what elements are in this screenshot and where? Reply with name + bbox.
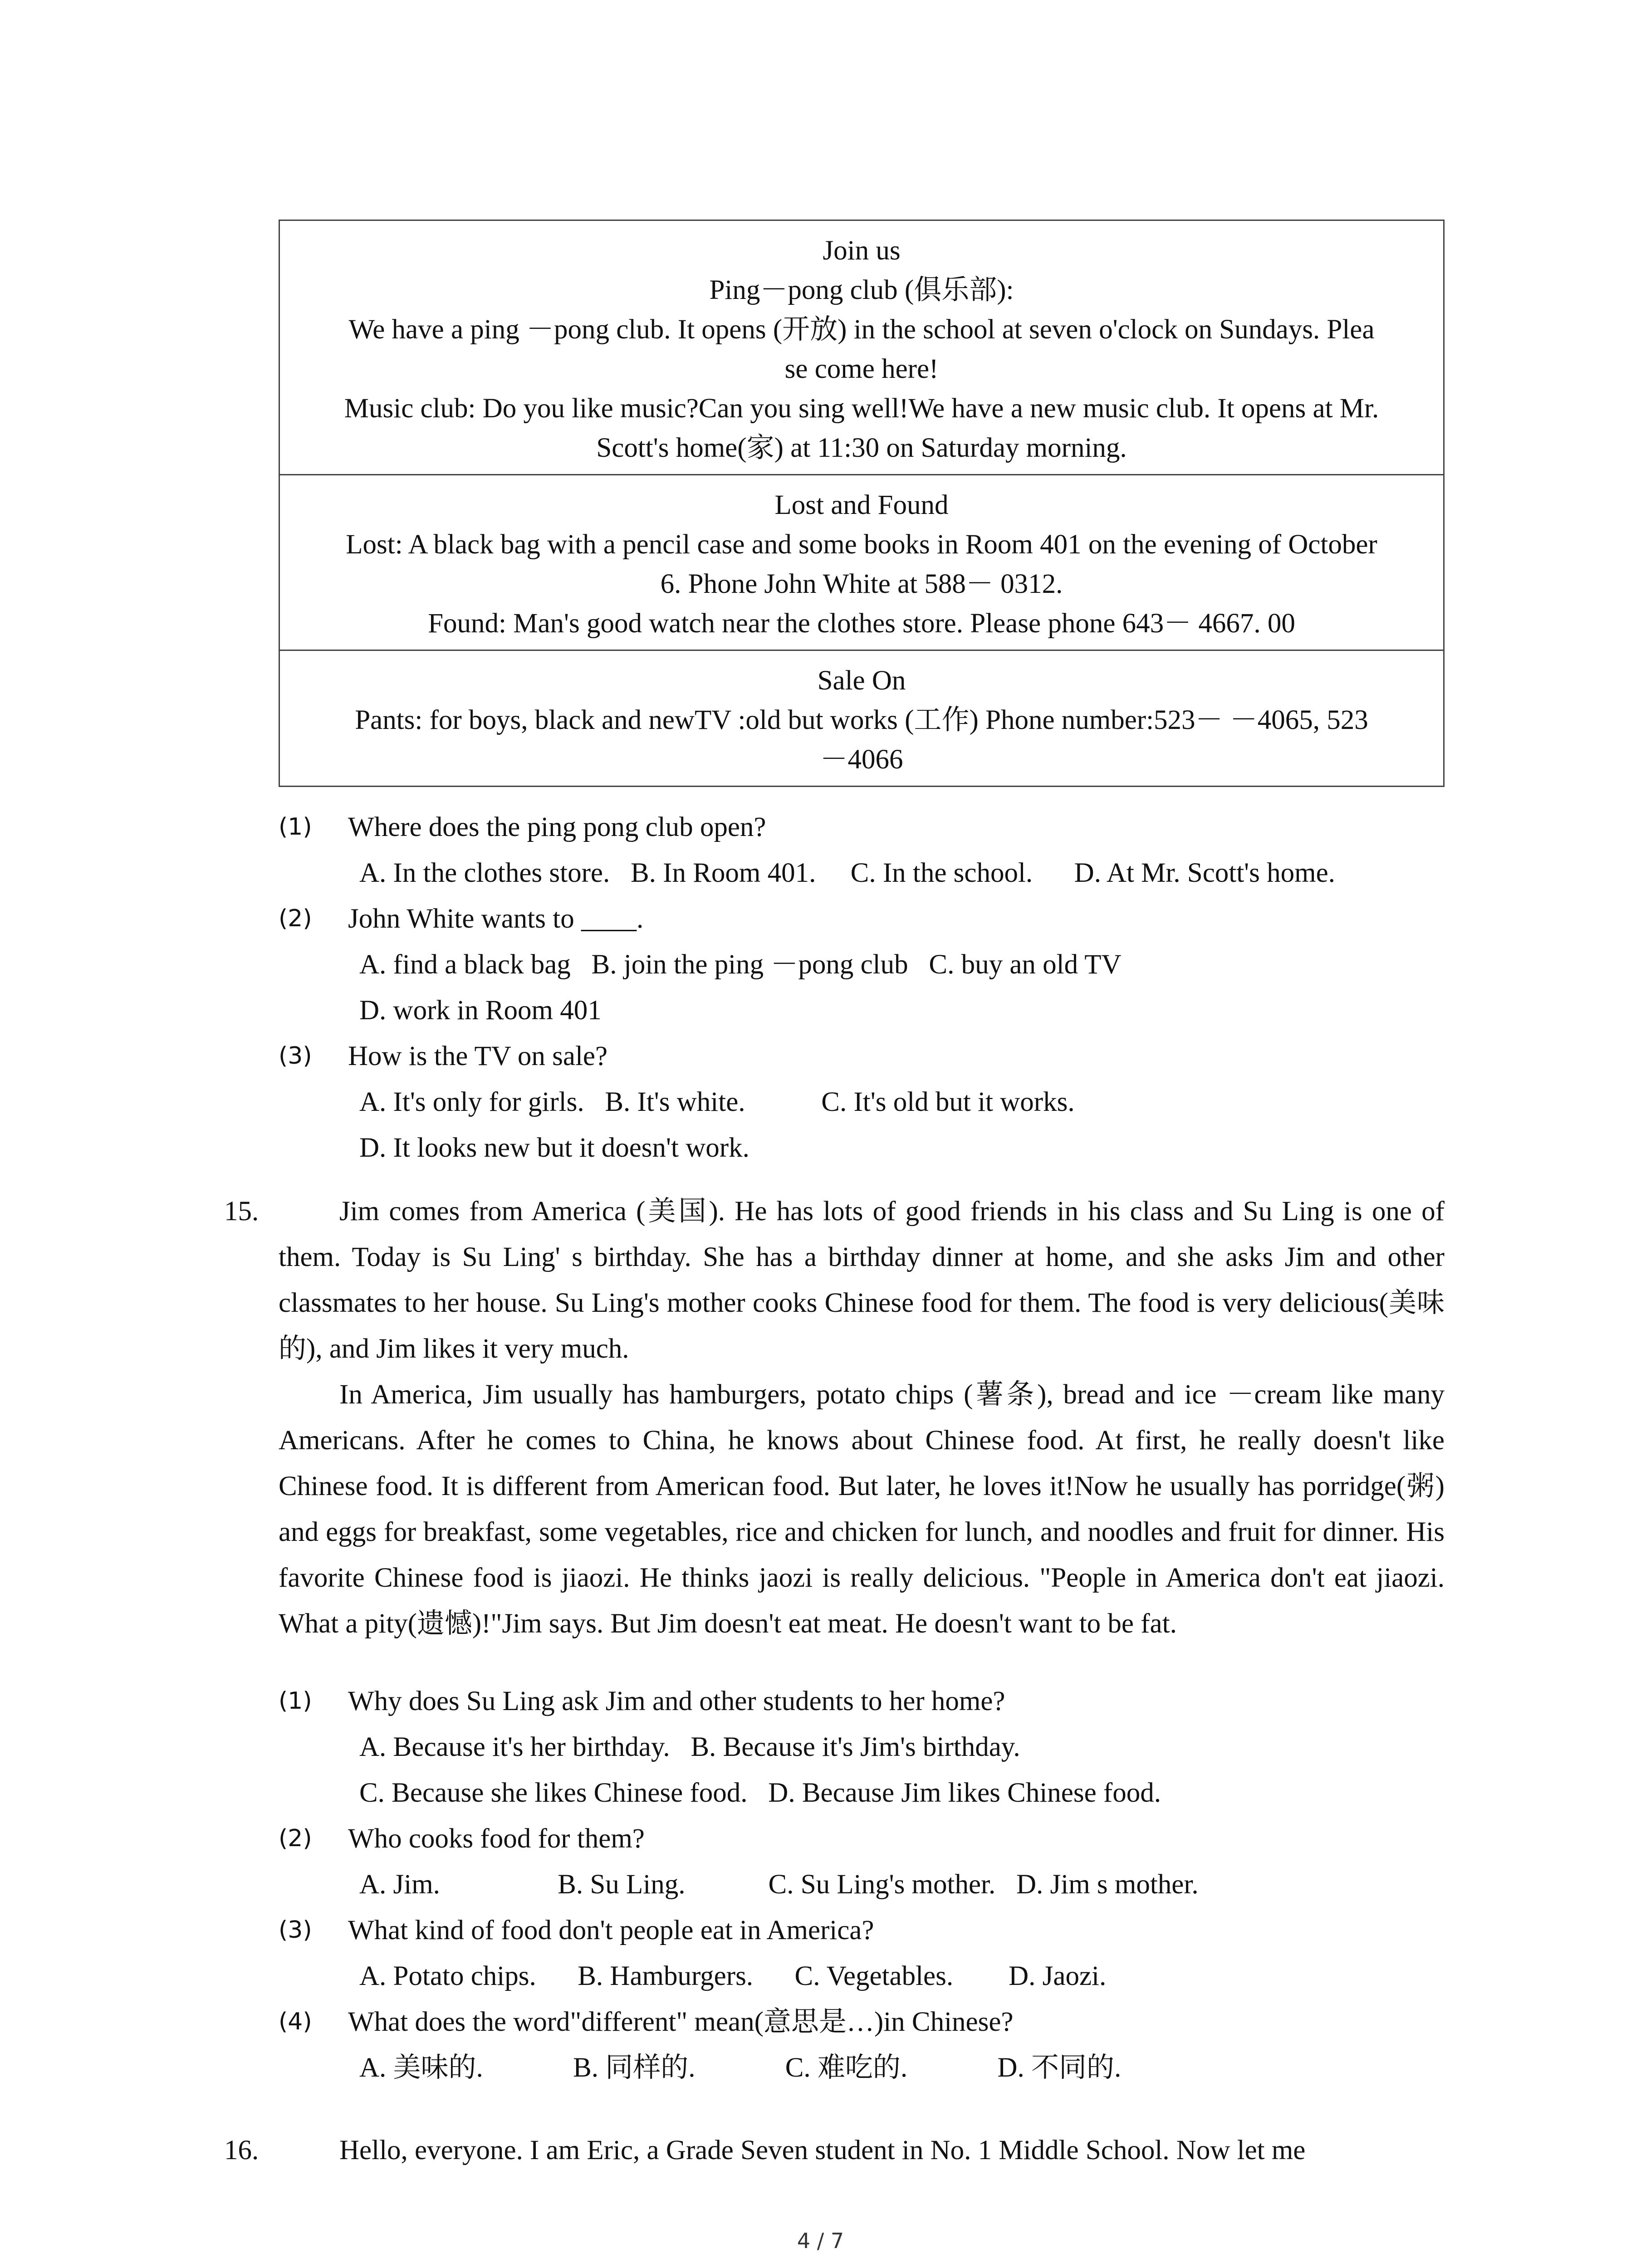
lost-found-title: Lost and Found — [774, 490, 949, 520]
options-row — [279, 1125, 1445, 1171]
passage-text: one of them. Today is Su Ling' s birthday. She has a birthday dinner at home, and she asks Jim and other classmates to her house. Su Ling's mother cooks Chinese food for them. The food is very delicious(美味的), and Jim likes it very much. — [279, 1196, 1445, 1364]
question-text: John White wants to ____. — [348, 904, 644, 934]
question-text: What does the word"different" mean(意思是…)in Chinese? — [348, 2007, 1014, 2037]
passage-paragraph — [279, 1188, 1445, 1372]
question-text: How is the TV on sale? — [348, 1041, 608, 1071]
sale-on-title: Sale On — [817, 665, 906, 696]
question-row — [279, 896, 1445, 942]
question-number: (2) — [279, 1825, 312, 1852]
passage-paragraph: Hello, everyone. I am Eric, a Grade Seven student in No. 1 Middle School. Now let me — [339, 2135, 1306, 2165]
question-text: What kind of food don't people eat in America? — [348, 1915, 874, 1945]
question-text: Where does the ping pong club open? — [348, 812, 766, 842]
reading-passage — [279, 1188, 1445, 1647]
question-number: (1) — [279, 813, 312, 841]
question-row — [279, 1678, 1445, 1724]
join-us-line: Scott's home(家) at 11:30 on Saturday morning. — [596, 433, 1127, 463]
reading-passage — [279, 2127, 1445, 2173]
lost-found-line: 6. Phone John White at 588－ 0312. — [660, 569, 1063, 599]
options-row — [279, 942, 1445, 987]
passage-paragraph: In America, Jim usually has hamburgers, potato chips (薯条), bread and ice －cream like many Americans. After he comes to China, he knows about Chinese food. At first, he really doesn't like Chinese food. It is different from American food. But later, he loves it!Now he usually has porridge(粥) and eggs for breakfast, some vegetables, rice and chicken for lunch, and noodles and fruit for dinner. His favorite Chinese food is jiaozi. He thinks jaozi is really delicious. "People in America don't eat jiaozi. What a pity(遗憾)!"Jim says. But Jim doesn't eat meat. He doesn't want to be fat. — [279, 1379, 1445, 1639]
answer-options: A. Because it's her birthday. B. Because it's Jim's birthday. — [359, 1732, 1020, 1762]
lost-found-notice — [280, 475, 1443, 651]
question-number: (3) — [279, 1916, 312, 1944]
answer-options: A. find a black bag B. join the ping －pong club C. buy an old TV — [359, 949, 1122, 980]
answer-options: D. work in Room 401 — [359, 995, 602, 1026]
question-text: Why does Su Ling ask Jim and other students to her home? — [348, 1686, 1005, 1716]
join-us-line: se come here! — [784, 354, 939, 384]
answer-options: A. It's only for girls. B. It's white. C. It's old but it works. — [359, 1087, 1075, 1117]
passage-text: Jim comes from America (美国). He has lots of good friends in his class and Su Ling is — [339, 1196, 1362, 1227]
question-number: (1) — [279, 1687, 312, 1715]
answer-options: C. Because she likes Chinese food. D. Because Jim likes Chinese food. — [359, 1778, 1161, 1808]
join-us-line: We have a ping －pong club. It opens (开放) in the school at seven o'clock on Sundays. Plea — [348, 314, 1375, 345]
answer-options: D. It looks new but it doesn't work. — [359, 1133, 749, 1163]
lost-found-line: Lost: A black bag with a pencil case and some books in Room 401 on the evening of October — [346, 529, 1377, 560]
question-row — [279, 1816, 1445, 1862]
item-number: 15. — [224, 1196, 259, 1227]
notice-table — [279, 220, 1445, 787]
question-row — [279, 1907, 1445, 1953]
page-number: 4 / 7 — [797, 2229, 844, 2253]
question-text: Who cooks food for them? — [348, 1823, 645, 1854]
answer-options: A. In the clothes store. B. In Room 401. C. In the school. D. At Mr. Scott's home. — [359, 858, 1335, 888]
answer-options: A. Potato chips. B. Hamburgers. C. Vegetables. D. Jaozi. — [359, 1961, 1107, 1991]
join-us-line: Ping－pong club (俱乐部): — [709, 275, 1014, 305]
options-row — [279, 1724, 1445, 1770]
join-us-line: Music club: Do you like music?Can you sing well!We have a new music club. It opens at Mr. — [344, 393, 1379, 424]
options-row — [279, 1953, 1445, 1999]
join-us-title: Join us — [823, 235, 901, 266]
question-number: (3) — [279, 1042, 312, 1070]
q14-questions — [279, 804, 1445, 1171]
answer-options: A. 美味的. B. 同样的. C. 难吃的. D. 不同的. — [359, 2053, 1122, 2083]
options-row — [279, 1862, 1445, 1907]
question-number: (4) — [279, 2008, 312, 2035]
options-row — [279, 850, 1445, 896]
sale-on-line: Pants: for boys, black and newTV :old but works (工作) Phone number:523－ －4065, 523 — [355, 705, 1368, 735]
options-row — [279, 1770, 1445, 1816]
question-row — [279, 1033, 1445, 1079]
sale-on-notice — [280, 651, 1443, 786]
answer-options: A. Jim. B. Su Ling. C. Su Ling's mother. D. Jim s mother. — [359, 1869, 1199, 1900]
sale-on-line: －4066 — [820, 744, 903, 775]
question-row — [279, 1999, 1445, 2045]
options-row — [279, 2045, 1445, 2091]
options-row — [279, 987, 1445, 1033]
join-us-notice — [280, 221, 1443, 475]
item-number: 16. — [224, 2135, 259, 2165]
lost-found-line: Found: Man's good watch near the clothes store. Please phone 643－ 4667. 00 — [428, 608, 1295, 639]
question-number: (2) — [279, 905, 312, 932]
q15-questions — [279, 1678, 1445, 2091]
question-row — [279, 804, 1445, 850]
options-row — [279, 1079, 1445, 1125]
